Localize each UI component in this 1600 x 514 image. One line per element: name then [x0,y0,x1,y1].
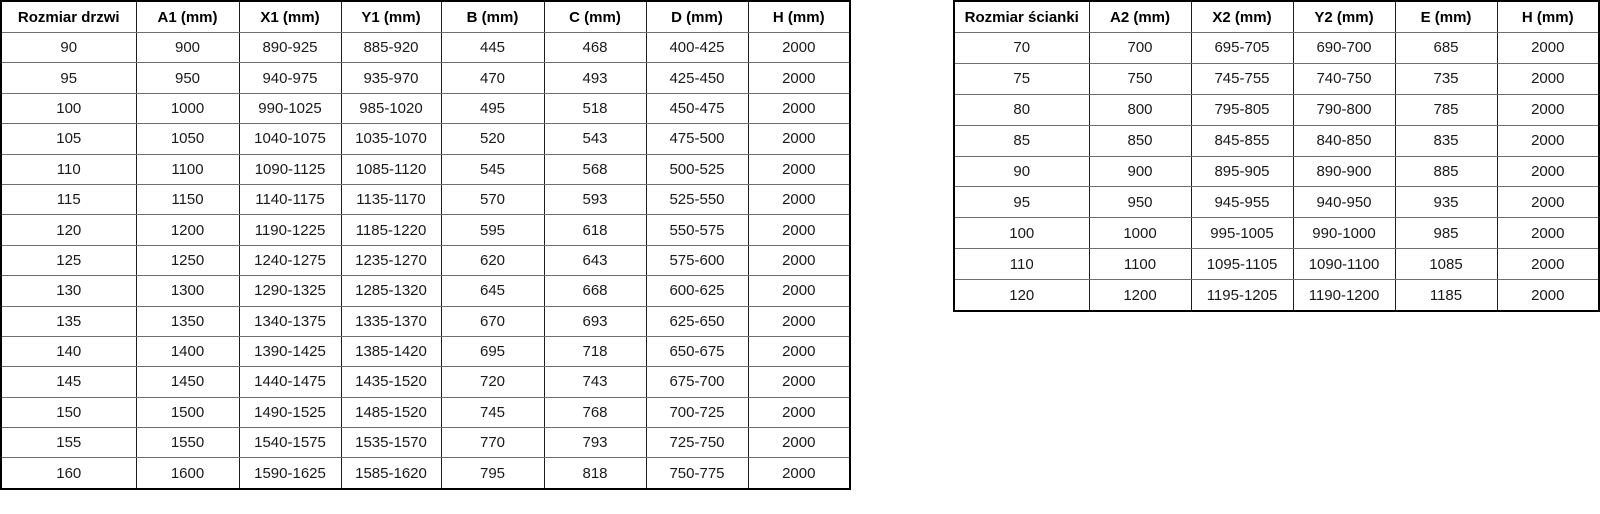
table-cell: 1390-1425 [239,336,341,366]
table-row [1,428,850,458]
table-cell: 425-450 [646,63,748,93]
table-cell: 575-600 [646,245,748,275]
table-cell: 120 [1,215,136,245]
table-cell: 985 [1395,218,1497,249]
table-cell: 940-975 [239,63,341,93]
table-cell: 1000 [1089,218,1191,249]
table-cell: 1195-1205 [1191,280,1293,311]
table-cell: 100 [954,218,1089,249]
table-cell: 1140-1175 [239,184,341,214]
table-cell: 2000 [748,428,850,458]
table-row [1,367,850,397]
table-row [954,125,1599,156]
table-cell: 675-700 [646,367,748,397]
table-cell: 1150 [136,184,239,214]
table-cell: 1335-1370 [341,306,441,336]
table-cell: 1600 [136,458,239,489]
table-cell: 470 [441,63,544,93]
table-cell: 2000 [1497,94,1599,125]
table-cell: 1590-1625 [239,458,341,489]
table-cell: 950 [1089,187,1191,218]
table-cell: 1185-1220 [341,215,441,245]
table-cell: 130 [1,276,136,306]
table-cell: 720 [441,367,544,397]
table-cell: 1085-1120 [341,154,441,184]
table-cell: 1450 [136,367,239,397]
table-cell: 895-905 [1191,156,1293,187]
table-cell: 900 [136,33,239,63]
table-cell: 1585-1620 [341,458,441,489]
table-cell: 75 [954,63,1089,94]
table-cell: 770 [441,428,544,458]
table-cell: 885-920 [341,33,441,63]
table-cell: 2000 [748,336,850,366]
table-row [954,280,1599,311]
table-cell: 695 [441,336,544,366]
table-cell: 690-700 [1293,33,1395,64]
table-row [954,249,1599,280]
table-cell: 2000 [748,93,850,123]
column-header: A2 (mm) [1089,1,1191,33]
table-cell: 735 [1395,63,1497,94]
table-cell: 85 [954,125,1089,156]
table-cell: 618 [544,215,646,245]
table-cell: 1250 [136,245,239,275]
column-header: X2 (mm) [1191,1,1293,33]
table-row [1,93,850,123]
table-row [1,458,850,489]
table-cell: 160 [1,458,136,489]
column-header: X1 (mm) [239,1,341,33]
table-cell: 1100 [1089,249,1191,280]
table-cell: 643 [544,245,646,275]
table-cell: 595 [441,215,544,245]
table-cell: 90 [954,156,1089,187]
table-cell: 110 [954,249,1089,280]
table-row [1,63,850,93]
table-cell: 1285-1320 [341,276,441,306]
table-row [1,124,850,154]
column-header: H (mm) [1497,1,1599,33]
column-header: Y2 (mm) [1293,1,1395,33]
table-cell: 2000 [1497,33,1599,64]
table-cell: 1500 [136,397,239,427]
table-cell: 650-675 [646,336,748,366]
table-cell: 495 [441,93,544,123]
table-cell: 945-955 [1191,187,1293,218]
table-cell: 950 [136,63,239,93]
table-cell: 695-705 [1191,33,1293,64]
table-cell: 840-850 [1293,125,1395,156]
table-cell: 693 [544,306,646,336]
table-row [954,33,1599,64]
table-cell: 885 [1395,156,1497,187]
table-cell: 1350 [136,306,239,336]
column-header: A1 (mm) [136,1,239,33]
table-cell: 670 [441,306,544,336]
table-cell: 645 [441,276,544,306]
table-cell: 1340-1375 [239,306,341,336]
table-cell: 150 [1,397,136,427]
table-cell: 2000 [1497,125,1599,156]
table-cell: 685 [1395,33,1497,64]
table-cell: 445 [441,33,544,63]
table-cell: 100 [1,93,136,123]
table-cell: 620 [441,245,544,275]
table-cell: 700-725 [646,397,748,427]
column-header: H (mm) [748,1,850,33]
table-cell: 850 [1089,125,1191,156]
table-cell: 1200 [136,215,239,245]
table-row [1,336,850,366]
table-cell: 1435-1520 [341,367,441,397]
table-cell: 845-855 [1191,125,1293,156]
table-cell: 900 [1089,156,1191,187]
table-cell: 1440-1475 [239,367,341,397]
table-row [1,33,850,63]
table-cell: 790-800 [1293,94,1395,125]
table-cell: 2000 [748,306,850,336]
table-cell: 135 [1,306,136,336]
column-header: E (mm) [1395,1,1497,33]
table-cell: 1540-1575 [239,428,341,458]
table-cell: 985-1020 [341,93,441,123]
table-row [954,94,1599,125]
column-header: B (mm) [441,1,544,33]
table-cell: 400-425 [646,33,748,63]
table-cell: 1240-1275 [239,245,341,275]
column-header: Rozmiar ścianki [954,1,1089,33]
table-cell: 1085 [1395,249,1497,280]
table-row [954,63,1599,94]
table-cell: 1185 [1395,280,1497,311]
table-cell: 593 [544,184,646,214]
table-cell: 518 [544,93,646,123]
column-header: C (mm) [544,1,646,33]
table-cell: 2000 [1497,156,1599,187]
table-cell: 2000 [748,397,850,427]
table-row [954,187,1599,218]
table-cell: 2000 [748,215,850,245]
table-cell: 700 [1089,33,1191,64]
table-cell: 1135-1170 [341,184,441,214]
table-cell: 1400 [136,336,239,366]
table-cell: 995-1005 [1191,218,1293,249]
table-cell: 890-925 [239,33,341,63]
table-cell: 1290-1325 [239,276,341,306]
table-cell: 940-950 [1293,187,1395,218]
table-cell: 750 [1089,63,1191,94]
table-cell: 990-1025 [239,93,341,123]
table-cell: 740-750 [1293,63,1395,94]
table-cell: 545 [441,154,544,184]
header-row [1,1,850,33]
table-cell: 70 [954,33,1089,64]
table-cell: 725-750 [646,428,748,458]
table-cell: 795 [441,458,544,489]
table-cell: 543 [544,124,646,154]
table-cell: 500-525 [646,154,748,184]
table-cell: 1090-1100 [1293,249,1395,280]
table-cell: 80 [954,94,1089,125]
table-cell: 2000 [748,184,850,214]
table-cell: 1485-1520 [341,397,441,427]
table-cell: 493 [544,63,646,93]
table-cell: 935 [1395,187,1497,218]
table-cell: 2000 [748,33,850,63]
table-cell: 1535-1570 [341,428,441,458]
table-row [954,218,1599,249]
table-cell: 1190-1200 [1293,280,1395,311]
table-cell: 1035-1070 [341,124,441,154]
table-cell: 1200 [1089,280,1191,311]
table-cell: 2000 [1497,187,1599,218]
table-cell: 140 [1,336,136,366]
wall-sizes-table [953,0,1600,312]
table-cell: 1235-1270 [341,245,441,275]
table-cell: 1000 [136,93,239,123]
table-cell: 450-475 [646,93,748,123]
table-cell: 1300 [136,276,239,306]
table-cell: 120 [954,280,1089,311]
table-cell: 95 [954,187,1089,218]
table-cell: 668 [544,276,646,306]
table-cell: 745 [441,397,544,427]
table-cell: 2000 [748,367,850,397]
table-cell: 2000 [1497,218,1599,249]
table-cell: 718 [544,336,646,366]
table-cell: 105 [1,124,136,154]
table-cell: 110 [1,154,136,184]
table-cell: 520 [441,124,544,154]
table-cell: 625-650 [646,306,748,336]
table-cell: 2000 [748,276,850,306]
table-cell: 2000 [748,458,850,489]
table-cell: 145 [1,367,136,397]
table-cell: 835 [1395,125,1497,156]
table-cell: 2000 [1497,63,1599,94]
table-row [1,397,850,427]
table-cell: 768 [544,397,646,427]
table-cell: 2000 [748,63,850,93]
table-cell: 1040-1075 [239,124,341,154]
table-row [1,215,850,245]
table-cell: 935-970 [341,63,441,93]
table-cell: 743 [544,367,646,397]
column-header: D (mm) [646,1,748,33]
table-cell: 800 [1089,94,1191,125]
table-cell: 1490-1525 [239,397,341,427]
table-cell: 1090-1125 [239,154,341,184]
table-cell: 155 [1,428,136,458]
table-cell: 475-500 [646,124,748,154]
table-cell: 525-550 [646,184,748,214]
table-cell: 795-805 [1191,94,1293,125]
table-cell: 1100 [136,154,239,184]
table-cell: 90 [1,33,136,63]
table-cell: 745-755 [1191,63,1293,94]
table-cell: 95 [1,63,136,93]
table-cell: 2000 [1497,249,1599,280]
column-header: Y1 (mm) [341,1,441,33]
column-header: Rozmiar drzwi [1,1,136,33]
table-cell: 125 [1,245,136,275]
table-cell: 793 [544,428,646,458]
table-cell: 468 [544,33,646,63]
table-cell: 2000 [748,154,850,184]
table-row [1,154,850,184]
table-cell: 990-1000 [1293,218,1395,249]
table-cell: 1050 [136,124,239,154]
table-cell: 550-575 [646,215,748,245]
header-row [954,1,1599,33]
table-cell: 1550 [136,428,239,458]
table-cell: 890-900 [1293,156,1395,187]
table-cell: 2000 [1497,280,1599,311]
table-cell: 568 [544,154,646,184]
table-cell: 570 [441,184,544,214]
table-row [954,156,1599,187]
table-cell: 2000 [748,245,850,275]
table-cell: 2000 [748,124,850,154]
table-cell: 1095-1105 [1191,249,1293,280]
table-cell: 785 [1395,94,1497,125]
table-row [1,184,850,214]
table-cell: 115 [1,184,136,214]
table-cell: 818 [544,458,646,489]
table-row [1,306,850,336]
table-cell: 1190-1225 [239,215,341,245]
table-cell: 750-775 [646,458,748,489]
table-cell: 600-625 [646,276,748,306]
table-row [1,245,850,275]
table-cell: 1385-1420 [341,336,441,366]
table-row [1,276,850,306]
